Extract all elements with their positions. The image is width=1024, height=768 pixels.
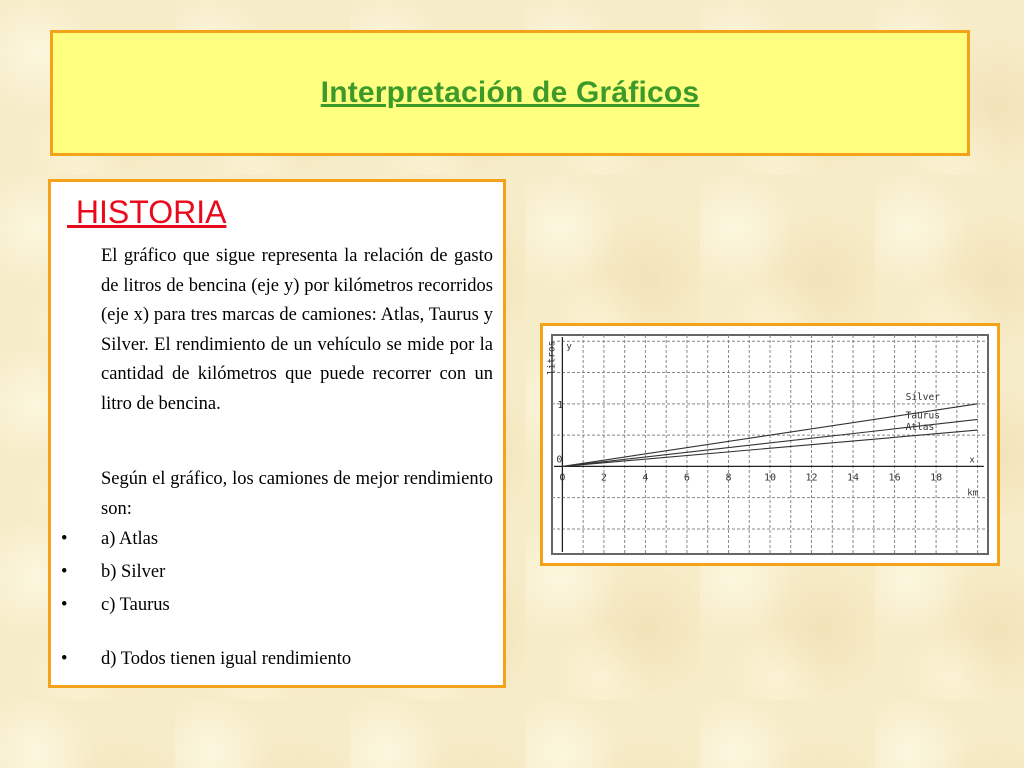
graph-frame [540, 323, 1000, 566]
series-label-atlas: Atlas [905, 421, 935, 433]
x-axis-letter: x [969, 455, 975, 466]
option-label: b) Silver [101, 562, 166, 582]
x-axis-title: km [967, 488, 979, 499]
x-tick-label: 14 [847, 472, 860, 484]
x-tick-label: 0 [559, 472, 566, 484]
title-box [50, 30, 970, 156]
option-label: c) Taurus [101, 595, 170, 615]
section-heading: HISTORIA [67, 194, 227, 230]
y-tick-label: 1 [557, 399, 564, 411]
series-label-taurus: Taurus [905, 410, 940, 422]
x-tick-label: 6 [683, 472, 690, 484]
fuel-consumption-chart [546, 335, 988, 554]
option-label: a) Atlas [101, 529, 159, 549]
series-label-silver: Silver [905, 391, 940, 403]
question-paragraph: Según el gráfico, los camiones de mejor rendimiento son: [101, 469, 493, 519]
option-label: d) Todos tienen igual rendimiento [101, 649, 352, 669]
bullet-icon: • [61, 562, 68, 582]
bullet-icon: • [61, 649, 68, 669]
x-tick-label: 12 [805, 472, 818, 484]
y-axis-title: litros [546, 340, 558, 375]
x-tick-label: 2 [600, 472, 607, 484]
bullet-icon: • [61, 595, 68, 615]
x-tick-label: 8 [725, 472, 732, 484]
origin-label: 0 [556, 454, 563, 466]
x-tick-label: 18 [930, 472, 943, 484]
slide-title: Interpretación de Gráficos [320, 76, 700, 109]
intro-paragraph: El gráfico que sigue representa la relación de gasto de litros de bencina (eje y) por kilómetros recorridos (eje x) para tres marcas de camiones: Atlas, Taurus y Silver. El rendimiento de un vehículo se mide por la cantidad de kilómetros que puede recorrer con un litro de bencina. [101, 246, 493, 414]
x-tick-label: 4 [642, 472, 649, 484]
x-tick-label: 10 [763, 472, 777, 484]
y-axis-letter: y [566, 342, 572, 352]
content-box [48, 179, 506, 688]
x-tick-label: 16 [888, 472, 901, 484]
bullet-icon: • [61, 529, 68, 549]
